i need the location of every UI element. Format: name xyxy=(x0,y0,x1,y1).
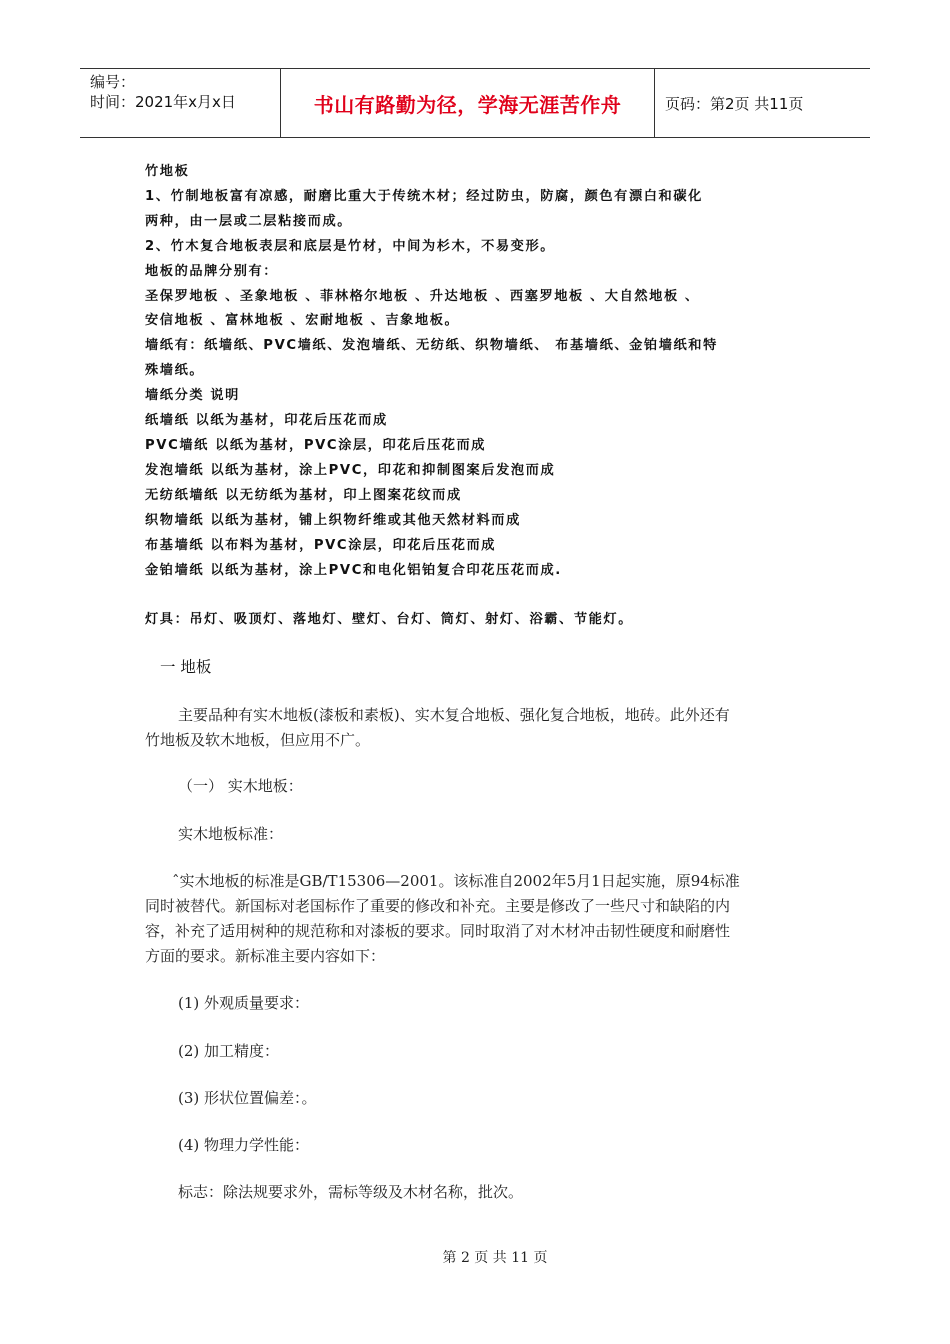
header-motto: 书山有路勤为径，学海无涯苦作舟 xyxy=(281,69,655,137)
block-line: 布基墙纸 以布料为基材，PVC涂层，印花后压花而成 xyxy=(145,537,497,553)
standard-line-1: ˆ实木地板的标准是GB/T15306—2001。该标准自2002年5月1日起实施，原94标准 xyxy=(172,872,740,890)
header-meta xyxy=(80,69,281,137)
item-2: (2) 加工精度： xyxy=(178,1042,280,1060)
standard-label: 实木地板标准： xyxy=(178,825,284,843)
standard-line-2: 同时被替代。新国标对老国标作了重要的修改和补充。主要是修改了一些尺寸和缺陷的内 xyxy=(145,897,731,915)
handwritten-block xyxy=(145,160,815,633)
block-line: 墙纸分类 说明 xyxy=(145,388,240,404)
block-line: 无纺纸墙纸 以无纺纸为基材，印上图案花纹而成 xyxy=(145,487,462,503)
page-footer: 第 2 页 共 11 页 xyxy=(442,1250,548,1266)
standard-line-3: 容，补充了适用树种的规范称和对漆板的要求。同时取消了对木材冲击韧性硬度和耐磨性 xyxy=(145,922,731,940)
header-page-info: 页码：第2页 共11页 xyxy=(665,94,804,113)
block-line: 2、竹木复合地板表层和底层是竹材，中间为杉木，不易变形。 xyxy=(145,238,556,254)
block-line: 竹地板 xyxy=(145,164,190,179)
block-line: 墙纸有：纸墙纸、PVC墙纸、发泡墙纸、无纺纸、织物墙纸、 布基墙纸、金铂墙纸和特 xyxy=(145,338,718,354)
block-line: 发泡墙纸 以纸为基材，涂上PVC，印花和抑制图案后发泡而成 xyxy=(145,462,556,478)
item-1: (1) 外观质量要求： xyxy=(178,994,310,1012)
intro-line-2: 竹地板及软木地板，但应用不广。 xyxy=(145,731,371,749)
block-line: 金铂墙纸 以纸为基材，涂上PVC和电化铝铂复合印花压花而成. xyxy=(145,562,562,578)
number-label: 编号： xyxy=(90,73,136,91)
item-3: (3) 形状位置偏差：。 xyxy=(178,1089,317,1107)
item-4: (4) 物理力学性能： xyxy=(178,1136,310,1154)
sub-heading: （一） 实木地板： xyxy=(178,777,303,795)
block-line: 安信地板 、富林地板 、宏耐地板 、吉象地板。 xyxy=(145,313,460,329)
block-line: 殊墙纸。 xyxy=(145,363,205,379)
block-line: 织物墙纸 以纸为基材，铺上织物纤维或其他天然材料而成 xyxy=(145,512,521,528)
lamps-line: 灯具：吊灯、吸顶灯、落地灯、壁灯、台灯、筒灯、射灯、浴霸、节能灯。 xyxy=(145,612,633,628)
section-heading: 一 地板 xyxy=(160,658,212,676)
block-line: PVC墙纸 以纸为基材，PVC涂层，印花后压花而成 xyxy=(145,437,487,453)
mark-line: 标志：除法规要求外，需标等级及木材名称，批次。 xyxy=(178,1183,524,1201)
header-table xyxy=(80,68,870,138)
standard-line-4: 方面的要求。新标准主要内容如下： xyxy=(145,947,386,965)
block-line: 1、竹制地板富有凉感，耐磨比重大于传统木材；经过防虫，防腐，颜色有漂白和碳化 xyxy=(145,188,703,204)
block-line: 两种，由一层或二层粘接而成。 xyxy=(145,213,353,229)
block-line: 纸墙纸 以纸为基材，印花后压花而成 xyxy=(145,413,388,429)
intro-line-1: 主要品种有实木地板(漆板和素板)、实木复合地板、强化复合地板，地砖。此外还有 xyxy=(178,706,730,724)
block-line: 圣保罗地板 、圣象地板 、菲林格尔地板 、升达地板 、西塞罗地板 、大自然地板 、 xyxy=(145,288,700,304)
time-label: 时间：2021年x月x日 xyxy=(90,93,236,111)
block-line: 地板的品牌分别有： xyxy=(145,263,279,279)
